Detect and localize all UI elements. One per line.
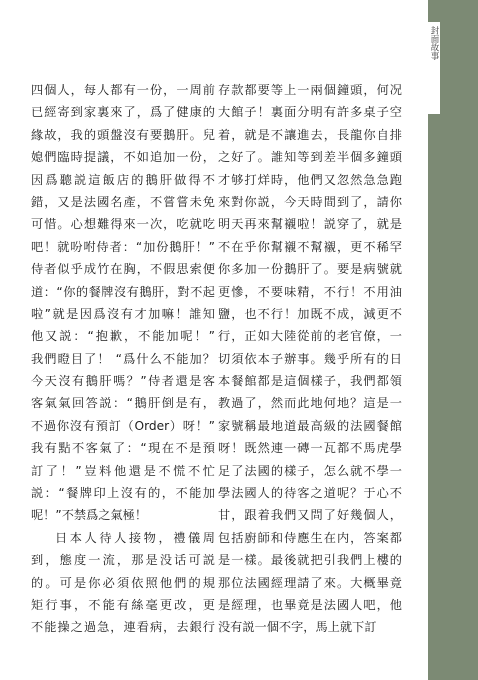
text-line: 更慘，不要味精，不行！不用油 — [218, 284, 402, 299]
text-line: 存款都要等上一兩個鐘頭，何况 — [218, 83, 402, 97]
text-line: 道：“你的餐牌沒有鵝肝，對不起 — [31, 284, 215, 299]
text-line: 之好了。誰知等到差半個多鐘頭 — [218, 150, 402, 165]
text-line: 日本人待人接物，禮儀周 — [55, 530, 215, 545]
text-line: 吧！就吩咐侍者：“加份鵝肝！” — [31, 239, 215, 254]
text-line: 因爲聽説這飯店的鵝肝做得不 — [31, 172, 215, 187]
text-line: 鹽，也不行！加既不成，減更不 — [218, 306, 402, 321]
text-line: 才够打烊時，他們又忽然急急跑 — [218, 172, 402, 187]
text-line: 矩行事，不能有絲毫更改，更 — [31, 597, 215, 612]
text-line: 緣故，我的頭盤沒有要鵝肝。兒 — [31, 127, 215, 142]
text-line: 呀！既然連一磚一瓦都不馬虎學 — [218, 441, 402, 456]
text-line: 甘，跟着我們又問了好幾個人， — [218, 508, 402, 523]
section-label-en: COLUMNIST — [432, 66, 439, 109]
text-line: 行，正如大陸從前的老官僚，一 — [218, 329, 402, 344]
text-line: 不過你沒有預訂（Order）呀！” — [31, 418, 215, 433]
text-line: 訂了！”豈料他還是不慌不忙 — [31, 463, 215, 478]
text-line: 足了法國的樣子，怎么就不學一 — [218, 463, 402, 478]
text-line: 到，態度一流，那是没话可説 — [31, 553, 215, 568]
section-label: 封面故事 — [429, 26, 439, 60]
text-line: 我有點不客氣了：“現在不是預 — [31, 441, 215, 456]
text-line: 是經理，也畢竟是法國人吧，他 — [218, 597, 402, 612]
text-line: 包括廚師和侍應生在内，答案都 — [218, 530, 402, 545]
text-column-left — [31, 79, 215, 639]
text-line: 教過了，然而此地何地？這是一 — [218, 396, 402, 411]
text-line: 大館子！裏面分明有許多桌子空 — [218, 105, 402, 120]
text-line: 没有説一個不字，馬上就下訂 — [218, 620, 377, 635]
section-sidebar — [428, 0, 478, 680]
text-line: 侍者似乎成竹在胸，不假思索便 — [31, 262, 215, 277]
text-line: 媳們臨時提議，不如追加一份， — [31, 150, 215, 165]
text-line: 着，就是不讓進去，長龍你自排 — [218, 127, 402, 142]
text-line: 不能操之過急，連看病，去銀行 — [31, 620, 215, 635]
text-line: 説：“餐牌印上沒有的，不能加 — [31, 486, 215, 501]
text-line: 那位法國經理請了來。大概畢竟 — [218, 575, 402, 590]
text-line: 學法國人的待客之道呢？于心不 — [218, 486, 402, 501]
text-line: 已經寄到家裏來了，爲了健康的 — [31, 105, 215, 120]
text-line: 是一樣。最後就把引我們上樓的 — [218, 553, 402, 568]
text-line: 的。可是你必須依照他們的規 — [31, 575, 215, 590]
text-line: 你多加一份鵝肝了。要是病號就 — [218, 262, 402, 277]
text-line: 他又説：“抱歉，不能加呢！” — [31, 329, 215, 344]
text-line: 明天再來幫襯啦！説穿了，就是 — [218, 217, 402, 232]
text-line: 切須依本子辦事。幾乎所有的日 — [218, 351, 402, 366]
text-line: 呢！”不禁爲之氣極！ — [31, 508, 148, 523]
text-line: 客氣氣回答説：“鵝肝倒是有， — [31, 396, 215, 411]
text-line: 我們瞪目了！ “爲什么不能加？ — [31, 351, 215, 366]
text-line: 可惜。心想難得來一次，吃就吃 — [31, 217, 215, 232]
text-line: 來對你説，今天時間到了，請你 — [218, 194, 402, 209]
text-line: 本餐館都是這個樣子，我們都領 — [218, 374, 402, 389]
text-line: 家號稱最地道最高級的法國餐館 — [218, 418, 402, 433]
text-line: 不在乎你幫襯不幫襯，更不稀罕 — [218, 239, 402, 254]
text-line: 啦”就是因爲沒有才加嘛！誰知 — [31, 306, 215, 321]
text-line: 今天沒有鵝肝嗎？”侍者還是客 — [31, 374, 215, 389]
text-column-right — [218, 79, 402, 639]
text-line: 錯，又是法國名產，不嘗嘗未免 — [31, 194, 215, 209]
text-line: 四個人，每人都有一份，一周前 — [31, 83, 215, 97]
